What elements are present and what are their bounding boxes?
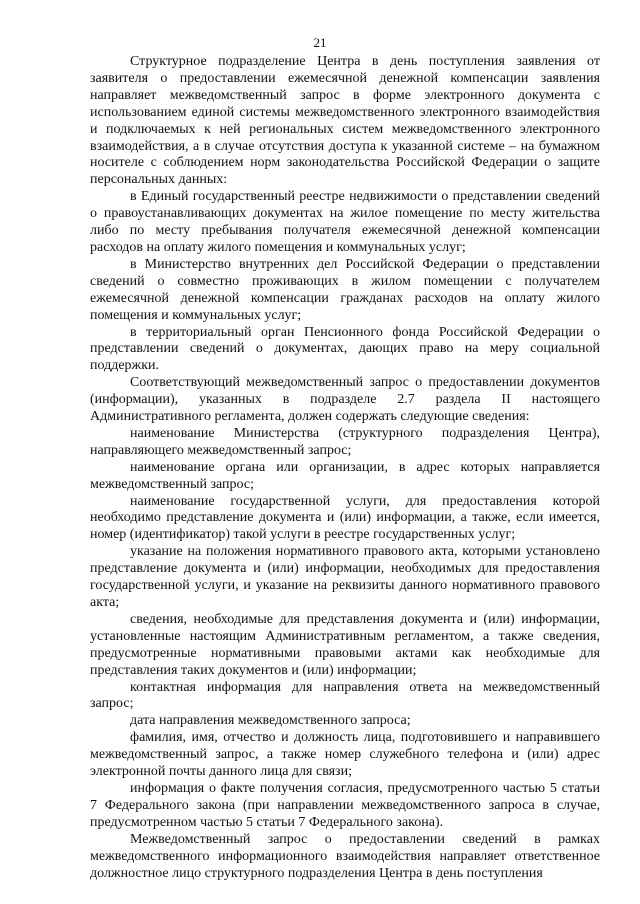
paragraph: в Министерство внутренних дел Российской Федерации о представлении сведений о совместно проживающих в жилом помещении с получателем ежемесячной денежной компенсации гражданах расходов на оплату жилого помещения и коммунальных услуг;	[90, 256, 600, 323]
paragraph: Структурное подразделение Центра в день поступления заявления от заявителя о предоставлении ежемесячной денежной компенсации заявления направляет межведомственный запрос в форме электронного документа с использованием единой системы межведомственного электронного взаимодействия и подключаемых к ней региональных систем межведомственного электронного взаимодействия, а в случае отсутствия доступа к указанной системе – на бумажном носителе с соблюдением норм законодательства Российской Федерации о защите персональных данных:	[90, 54, 600, 188]
paragraph: наименование Министерства (структурного подразделения Центра), направляющего межведомственный запрос;	[90, 425, 600, 458]
paragraph: наименование органа или организации, в адрес которых направляется межведомственный запрос;	[90, 459, 600, 492]
paragraph: Межведомственный запрос о предоставлении сведений в рамках межведомственного информационного взаимодействия направляет ответственное должностное лицо структурного подразделения Центра в день поступления	[90, 831, 600, 881]
paragraph: сведения, необходимые для представления документа и (или) информации, установленные настоящим Административным регламентом, а также сведения, предусмотренные нормативными правовыми актами как необходимые для представления таких документов и (или) информации;	[90, 611, 600, 678]
document-body	[90, 54, 600, 882]
paragraph: в Единый государственный реестре недвижимости о представлении сведений о правоустанавливающих документах на жилое помещение по месту жительства либо по месту пребывания получателя ежемесячной денежной компенсации расходов на оплату жилого помещения и коммунальных услуг;	[90, 189, 600, 255]
paragraph: дата направления межведомственного запроса;	[130, 713, 411, 729]
paragraph: контактная информация для направления ответа на межведомственный запрос;	[90, 679, 600, 712]
paragraph: указание на положения нормативного правового акта, которыми установлено представление документа и (или) информации, необходимых для предоставления государственной услуги, и указание на реквизиты данного нормативного правового акта;	[90, 544, 600, 610]
paragraph: Соответствующий межведомственный запрос о предоставлении документов (информации), указанных в подразделе 2.7 раздела II настоящего Административного регламента, должен содержать следующие сведения:	[90, 375, 600, 425]
paragraph: фамилия, имя, отчество и должность лица, подготовившего и направившего межведомственный запрос, а также номер служебного телефона и (или) адрес электронной почты данного лица для связи;	[90, 730, 600, 780]
paragraph: в территориальный орган Пенсионного фонда Российской Федерации о представлении сведений о документах, дающих право на меру социальной поддержки.	[90, 324, 600, 374]
paragraph: наименование государственной услуги, для предоставления которой необходимо представление документа и (или) информации, а также, если имеется, номер (идентификатор) такой услуги в реестре государственных услуг;	[90, 493, 600, 543]
page-number: 21	[313, 35, 327, 50]
paragraph: информация о факте получения согласия, предусмотренного частью 5 статьи 7 Федерального закона (при направлении межведомственного запроса в случае, предусмотренном частью 5 статьи 7 Федерального закона).	[90, 780, 600, 830]
